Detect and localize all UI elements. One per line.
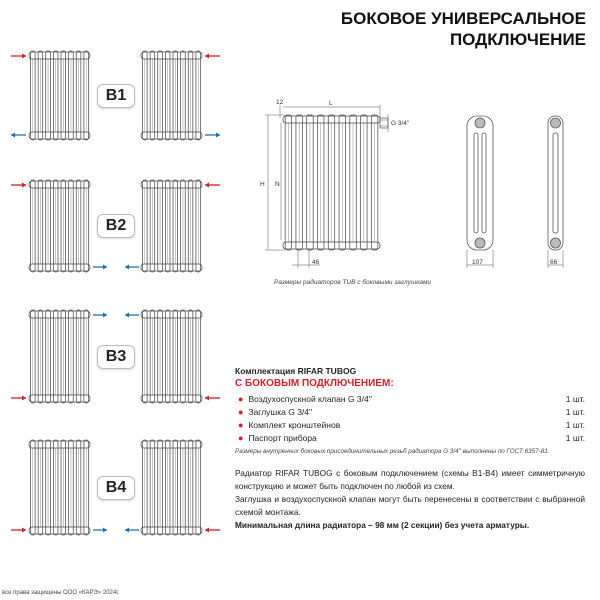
return-arrow-icon — [125, 313, 139, 318]
bullet-icon: ● — [238, 393, 244, 404]
supply-arrow-icon — [11, 396, 26, 401]
kit-note: Размеры внутренних боковых присоединительных резьб радиатора G 3/4'' выполнены по ГОСТ 6357-81. — [235, 448, 550, 455]
dim-height: H — [260, 181, 265, 188]
dim-axis: N — [275, 181, 280, 188]
page-title: БОКОВОЕ УНИВЕРСАЛЬНОЕ ПОДКЛЮЧЕНИЕ — [340, 9, 586, 49]
scheme-label: B2 — [97, 214, 135, 238]
bullet-icon: ● — [238, 406, 244, 417]
return-arrow-icon — [93, 528, 107, 533]
description: Радиатор RIFAR TUBOG с боковым подключением (схемы В1-В4) имеет симметричную конструкцию и может быть подключен по любой из схем. Заглушка и воздухоспускной клапан могут быть перенесены в соответствии с выбранной схемой монтажа. Минимальная длина радиатора – 98 мм (2 секции) без учета арматуры. — [235, 468, 585, 530]
kit-item: ● Комплект кронштейнов 1 шт. — [238, 419, 585, 430]
kit-item: ● Заглушка G 3/4'' 1 шт. — [238, 406, 585, 417]
dim-thread: G 3/4'' — [391, 120, 410, 127]
scheme-label: B4 — [97, 476, 135, 500]
supply-arrow-icon — [205, 396, 220, 401]
scheme-label: B3 — [97, 345, 135, 369]
bullet-icon: ● — [238, 419, 244, 430]
dim-length: L — [329, 100, 333, 107]
supply-arrow-icon — [205, 528, 220, 533]
scheme-label: B1 — [97, 84, 135, 108]
dim-66: 66 — [550, 259, 558, 266]
drawing-caption: Размеры радиаторов TUB с боковыми заглушками — [274, 279, 432, 286]
copyright: все права защищены ООО «КАРЭ» 2024г. — [2, 590, 120, 596]
kit-item: ● Паспорт прибора 1 шт. — [238, 432, 585, 443]
kit-item: ● Воздухоспускной клапан G 3/4'' 1 шт. — [238, 393, 585, 404]
dim-46: 46 — [312, 259, 320, 266]
dim-12: 12 — [276, 99, 284, 106]
kit-section: Комплектация RIFAR TUBOG С БОКОВЫМ ПОДКЛЮЧЕНИЕМ: ● Воздухоспускной клапан G 3/4'' 1 шт. ● Заглушка G 3/4'' 1 шт. ● Комплект кронштейнов 1 шт. ● Паспорт прибора 1 шт. Размеры внутренних боковых присоединительных резьб радиатора G 3/4'' выполнены по ГОСТ 6357-81. — [235, 366, 585, 455]
supply-arrow-icon — [11, 528, 26, 533]
return-arrow-icon — [125, 528, 139, 533]
return-arrow-icon — [93, 313, 107, 318]
bullet-icon: ● — [238, 432, 244, 443]
dim-107: 107 — [472, 259, 483, 266]
